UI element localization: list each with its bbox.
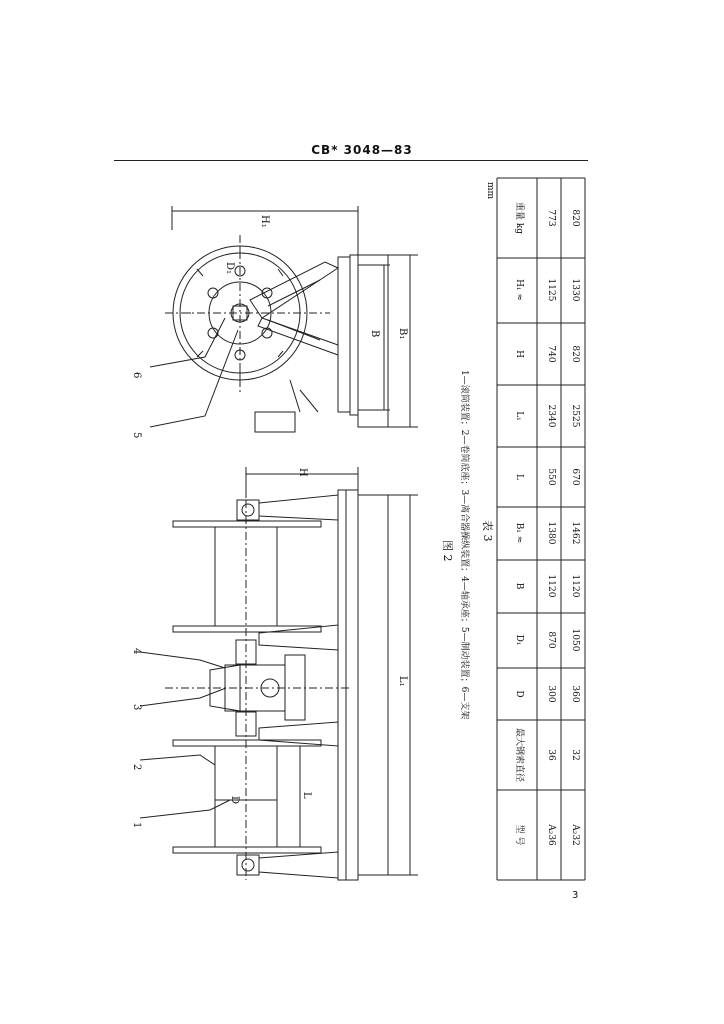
table-cell: 1120 <box>546 574 556 598</box>
callout-3: 3 <box>131 704 142 711</box>
table-header-cell: D <box>514 690 524 698</box>
table-header-cell: 重量 kg <box>514 201 524 235</box>
spec-table <box>514 202 580 846</box>
dim-label-l1: L₁ <box>397 676 408 687</box>
callout-6: 6 <box>131 372 142 379</box>
page-header: CB* 3048—83 <box>311 143 413 157</box>
dim-label-h: H <box>297 468 308 477</box>
table-cell: 870 <box>546 631 556 649</box>
table-title: 表 3 <box>481 520 494 542</box>
table-cell: 2525 <box>570 404 580 428</box>
callout-1: 1 <box>131 822 142 829</box>
table-header-cell: L₁ <box>514 411 524 421</box>
callout-5: 5 <box>131 432 142 439</box>
dim-label-d1: D₁ <box>224 262 235 275</box>
table-cell: 1330 <box>570 278 580 302</box>
table-cell: 820 <box>570 209 580 227</box>
callout-4: 4 <box>131 648 142 655</box>
table-header-cell: 最大钢索直径 <box>514 727 524 783</box>
dim-label-h1: H₁ <box>259 215 270 228</box>
table-header-cell: B₁ ≈ <box>514 522 524 544</box>
table-header-cell: D₁ <box>514 634 524 646</box>
table-unit: mm <box>485 182 495 200</box>
table-cell: 360 <box>570 685 580 703</box>
dim-label-b1: B₁ <box>397 328 408 340</box>
front-view <box>140 467 418 880</box>
table-cell: 1380 <box>546 521 556 545</box>
dim-label-b: B <box>369 330 380 338</box>
table-cell: 2340 <box>546 404 556 428</box>
table-cell: 820 <box>570 345 580 363</box>
table-cell: A₂32 <box>570 824 580 846</box>
table-header-cell: B <box>514 582 524 590</box>
table-cell: 1125 <box>546 278 556 302</box>
side-view <box>150 206 418 432</box>
table-header-cell: L <box>514 474 524 480</box>
table-cell: 300 <box>546 685 556 703</box>
dim-label-d: D <box>229 796 240 805</box>
table-header-cell: H <box>514 350 524 358</box>
table-cell: 773 <box>546 209 556 227</box>
figure-legend: 1—滚筒装置；2—卷筒底座；3—离合器操纵装置；4—轴承座；5—制动装置；6—支架 <box>459 370 469 720</box>
table-header-cell: 型 号 <box>514 824 524 846</box>
table-cell: 32 <box>570 749 580 761</box>
table-cell: 740 <box>546 345 556 363</box>
table-header-cell: H₁ ≈ <box>514 279 524 301</box>
table-cell: 1120 <box>570 574 580 598</box>
table-cell: 670 <box>570 468 580 486</box>
page-number: 3 <box>572 890 579 901</box>
figure-caption: 图 2 <box>441 540 454 562</box>
table-cell: 36 <box>546 749 556 761</box>
table-cell: 1462 <box>570 521 580 545</box>
callout-2: 2 <box>131 764 142 771</box>
table-cell: 550 <box>546 468 556 486</box>
dim-label-l: L <box>301 792 312 799</box>
table-cell: 1050 <box>570 628 580 652</box>
table-cell: A₂36 <box>546 824 556 846</box>
